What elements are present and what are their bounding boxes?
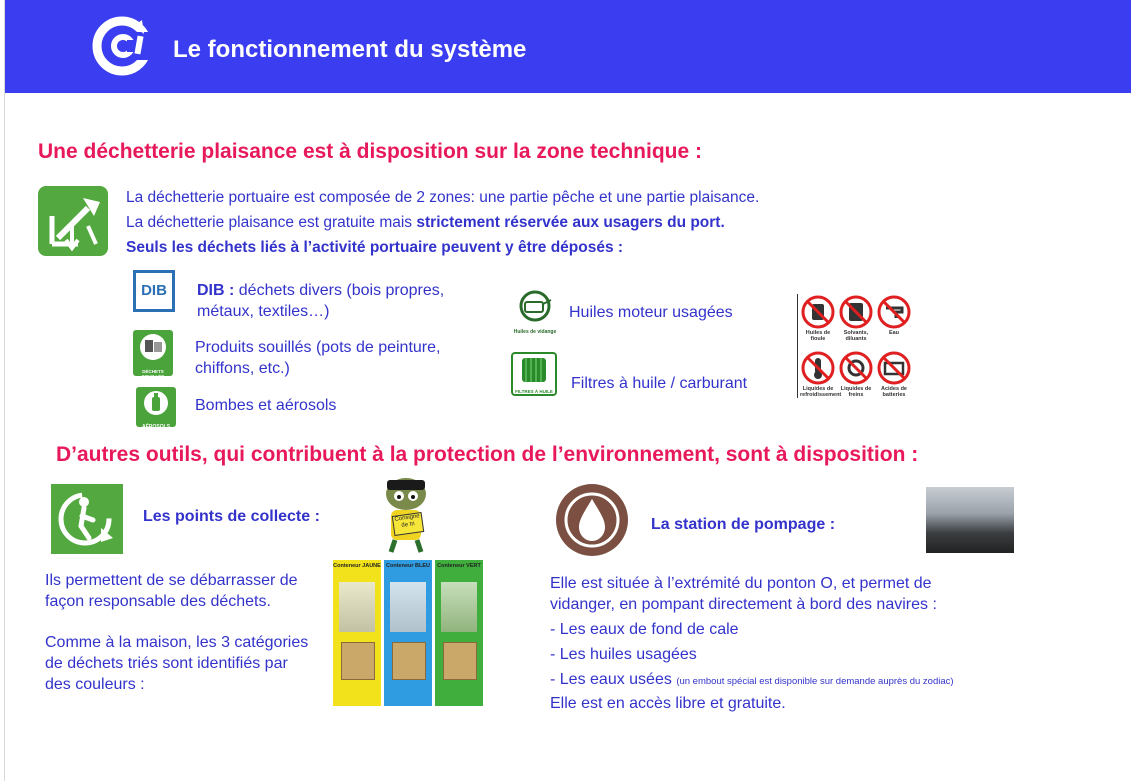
huiles-label: Huiles moteur usagées xyxy=(569,304,733,321)
water-drop-icon xyxy=(555,483,629,557)
bin-label: Conteneur BLEU xyxy=(386,563,430,569)
sorting-bins-image xyxy=(333,560,483,706)
filtres-icon xyxy=(511,352,557,396)
prohibited-label: Acides de batteries xyxy=(881,386,907,398)
intro-line-2-bold: strictement réservée aux usagers du port. xyxy=(416,214,725,231)
aerosols-icon-text: AÉROSOLS xyxy=(141,424,171,430)
station-paragraph-2: Elle est en accès libre et gratuite. xyxy=(550,695,786,712)
mascot-sign: Consigne de tri xyxy=(392,512,424,536)
intro-line-3: Seuls les déchets liés à l’activité portuaire peuvent y être déposés : xyxy=(126,239,624,256)
slide xyxy=(4,0,1131,781)
intro-line-2 xyxy=(126,211,725,235)
prohibited-item xyxy=(800,350,842,398)
bin-label: Conteneur JAUNE xyxy=(333,563,381,569)
section2-heading: D’autres outils, qui contribuent à la protection de l’environnement, sont à disposition : xyxy=(56,443,919,466)
prohibited-items-panel xyxy=(797,294,916,398)
bombes-label: Bombes et aérosols xyxy=(195,397,337,414)
dib-text: déchets divers (bois propres, métaux, textiles…) xyxy=(197,282,445,320)
aerosols-icon xyxy=(136,387,176,430)
prohibited-label: Huiles de fioule xyxy=(805,330,831,342)
prohibited-solvents-icon xyxy=(838,294,874,330)
prohibited-battery-acid-icon xyxy=(876,350,912,386)
prohibited-item xyxy=(876,294,912,336)
station-item-3 xyxy=(550,669,954,692)
dib-icon xyxy=(133,270,175,312)
collecte-title: Les points de collecte : xyxy=(143,508,320,525)
intro-line-2-plain: La déchetterie plaisance est gratuite mais xyxy=(126,214,417,231)
dib-icon-text: DIB xyxy=(141,282,167,299)
produits-label: Produits souillés (pots de peinture, chiffons, etc.) xyxy=(195,339,441,377)
collecte-paragraph-1: Ils permettent de se débarrasser de façon responsable des déchets. xyxy=(45,572,298,610)
dib-bold: DIB : xyxy=(197,282,239,299)
collecte-paragraph-2: Comme à la maison, les 3 catégories de déchets triés sont identifiés par des couleurs : xyxy=(45,634,309,693)
bin-label: Conteneur VERT xyxy=(437,563,481,569)
prohibited-label: Liquides de refroidissement xyxy=(800,386,842,398)
dechetterie-icon xyxy=(38,186,108,256)
section1-heading: Une déchetterie plaisance est à disposition sur la zone technique : xyxy=(38,140,703,163)
prohibited-item xyxy=(800,294,836,342)
huiles-icon xyxy=(511,290,559,334)
station-item-3-text: - Les eaux usées xyxy=(550,671,672,688)
prohibited-item xyxy=(838,350,874,398)
station-paragraph-1: Elle est située à l’extrémité du ponton O, et permet de vidanger, en pompant directement à bord des navires : xyxy=(550,575,937,613)
pump-station-photo xyxy=(926,487,1014,553)
bin-blue xyxy=(384,560,432,706)
prohibited-fuel-oil-icon xyxy=(800,294,836,330)
prohibited-item xyxy=(838,294,874,342)
prohibited-label: Eau xyxy=(888,330,900,336)
prohibited-label: Liquides de freins xyxy=(840,386,872,398)
station-item-3-note: (un embout spécial est disponible sur demande auprès du zodiac) xyxy=(676,676,954,687)
bin-yellow xyxy=(333,560,381,706)
station-item-2: - Les huiles usagées xyxy=(550,646,697,663)
filtres-icon-text: FILTRES À HUILE xyxy=(515,389,553,394)
dib-label xyxy=(197,280,477,322)
station-title: La station de pompage : xyxy=(651,516,836,533)
page-title: Le fonctionnement du système xyxy=(173,36,527,63)
produits-souilles-icon xyxy=(133,330,173,379)
prohibited-water-icon xyxy=(876,294,912,330)
mascot-icon xyxy=(377,476,435,554)
prohibited-item xyxy=(876,350,912,398)
station-item-1: - Les eaux de fond de cale xyxy=(550,621,739,638)
prohibited-label: Solvants, diluants xyxy=(843,330,869,342)
intro-line-1: La déchetterie portuaire est composée de 2 zones: une partie pêche et une partie plaisance. xyxy=(126,189,760,206)
logo-icon xyxy=(92,16,152,76)
header-bar xyxy=(5,0,1131,93)
bin-green xyxy=(435,560,483,706)
recycling-icon xyxy=(51,484,123,554)
prohibited-coolant-icon xyxy=(800,350,836,386)
filtres-label: Filtres à huile / carburant xyxy=(571,375,748,392)
prohibited-brake-fluid-icon xyxy=(838,350,874,386)
huiles-icon-text: Huiles de vidange xyxy=(513,329,557,335)
produits-icon-text: DÉCHETS SOUILLÉS xyxy=(141,369,165,379)
